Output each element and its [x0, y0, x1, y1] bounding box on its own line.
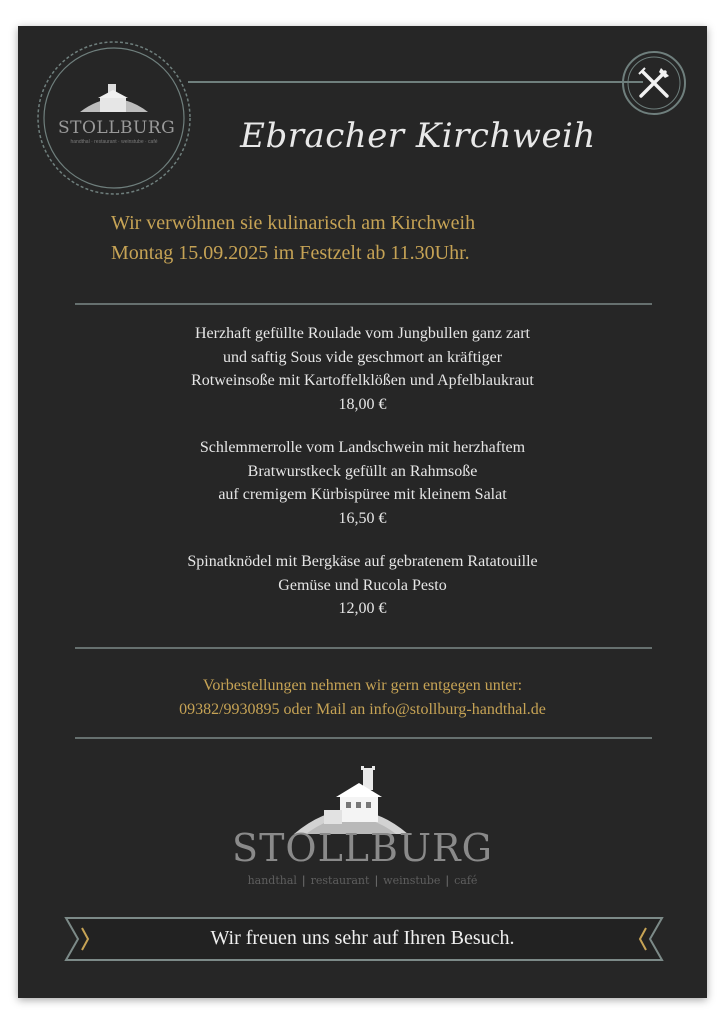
- dish-price: 16,50 €: [338, 509, 387, 527]
- event-title: Ebracher Kirchweih: [240, 116, 596, 156]
- logo-tag-separator: |: [374, 874, 379, 887]
- logo-tag-separator: |: [301, 874, 306, 887]
- invite-line-2: Montag 15.09.2025 im Festzelt ab 11.30Uhr.: [111, 242, 470, 264]
- badge-tagline: handthal · restaurant · weinstube · café: [70, 139, 158, 145]
- logo-wordmark: STOLLBURG: [232, 826, 493, 870]
- menu-card: [18, 26, 707, 998]
- cutlery-icon: [621, 50, 687, 116]
- divider: [75, 737, 652, 739]
- top-divider-line: [188, 81, 643, 83]
- dish-item: [18, 436, 707, 530]
- contact-info: [18, 674, 707, 722]
- dish-price: 12,00 €: [338, 600, 387, 617]
- dish-item: [18, 322, 707, 416]
- logo-tag: weinstube: [383, 874, 441, 887]
- menu-list: [18, 322, 707, 621]
- logo-tagline: [18, 874, 707, 887]
- dish-description-line: Bratwurstkeck gefüllt an Rahmsoße: [247, 462, 478, 480]
- footer-message: Wir freuen uns sehr auf Ihren Besuch.: [210, 927, 515, 949]
- dish-description-line: Gemüse und Rucola Pesto: [278, 576, 447, 594]
- logo-tag: handthal: [247, 874, 297, 887]
- badge-wordmark: STOLLBURG: [58, 118, 176, 138]
- divider: [75, 303, 652, 305]
- dish-description-line: Schlemmerrolle vom Landschwein mit herzhaftem: [199, 439, 526, 456]
- logo-tag: café: [454, 874, 478, 887]
- dish-description-line: und saftig Sous vide geschmort an kräftiger: [222, 348, 503, 366]
- contact-line-2: 09382/9930895 oder Mail an info@stollburg-handthal.de: [179, 701, 546, 718]
- dish-price: 18,00 €: [338, 395, 387, 413]
- dish-description-line: Herzhaft gefüllte Roulade vom Jungbullen ganz zart: [195, 325, 530, 342]
- invite-line-1: Wir verwöhnen sie kulinarisch am Kirchweih: [111, 212, 476, 234]
- contact-line-1: Vorbestellungen nehmen wir gern entgegen unter:: [202, 677, 523, 694]
- dish-description-line: auf cremigem Kürbispüree mit kleinem Salat: [218, 486, 507, 503]
- dish-description-line: Rotweinsoße mit Kartoffelklößen und Apfelblaukraut: [191, 372, 534, 389]
- logo-tag-separator: |: [445, 874, 450, 887]
- divider: [75, 647, 652, 649]
- dish-item: [18, 550, 707, 621]
- dish-description-line: Spinatknödel mit Bergkäse auf gebratenem Ratatouille: [187, 553, 538, 570]
- logo-tag: restaurant: [310, 874, 370, 887]
